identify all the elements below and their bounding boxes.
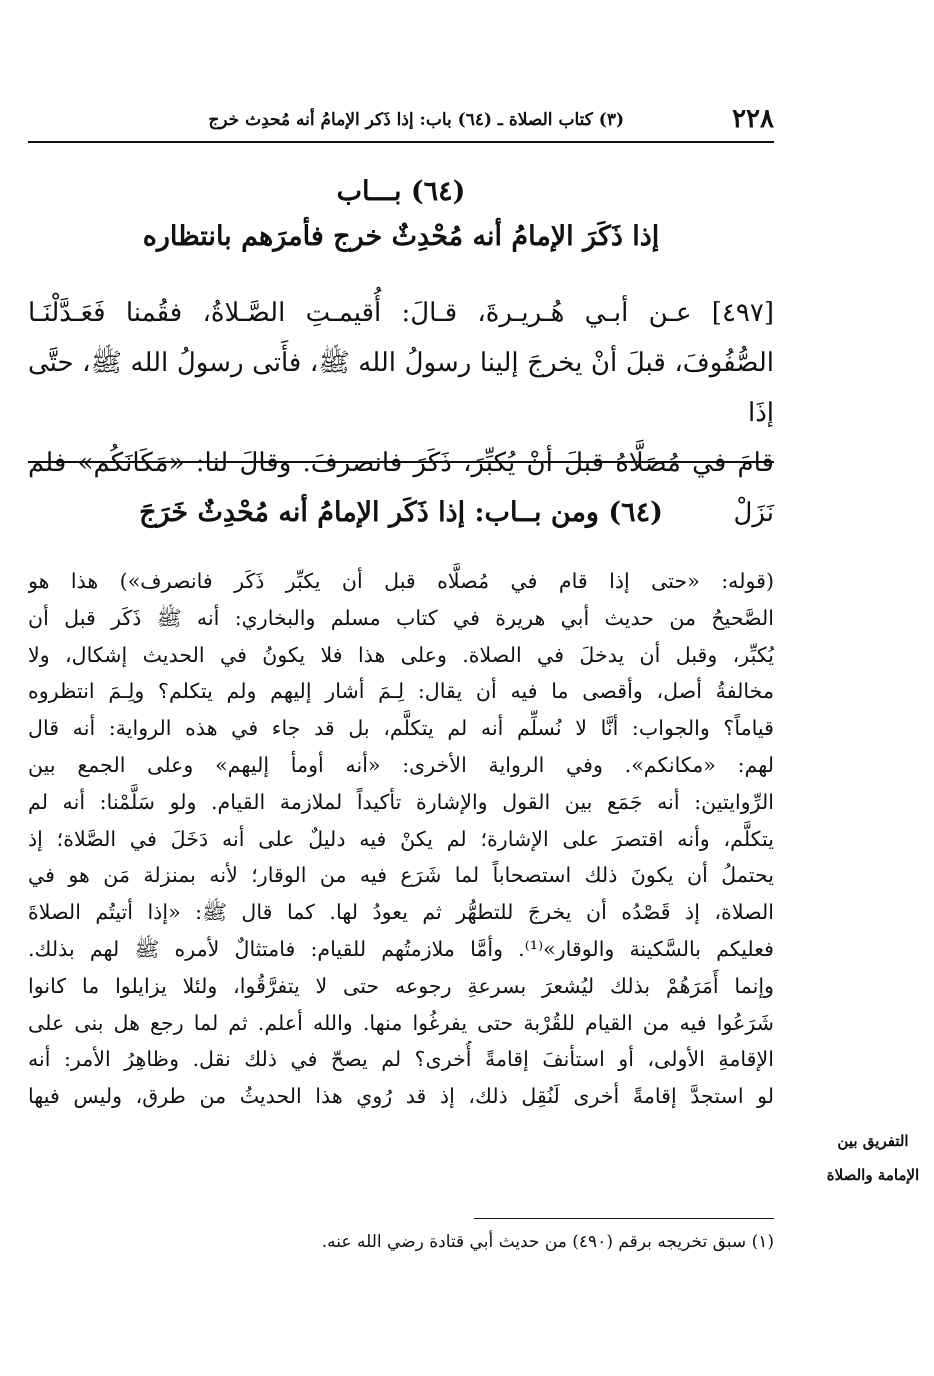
commentary-line: (قوله: «حتى إذا قام في مُصلَّاه قبل أن يكبِّر ذَكَر فانصرف») هذا هو — [28, 569, 774, 593]
chapter-number: (٦٤) بـــاب — [336, 176, 466, 207]
commentary-line: يحتملُ أن يكونَ ذلك استصحاباً لما شَرَع فيه من الوقار؛ لأنه بمنزلة مَن هو في — [28, 863, 774, 888]
commentary-line: يتكلَّم، وأنه اقتصرَ على الإشارة؛ لم يكنْ فيه دليلٌ على أنه دَخَلَ في الصَّلاة؛ إذ — [28, 826, 774, 851]
page-number: ٢٢٨ — [732, 104, 774, 134]
commentary-line: الصلاة، إذ قَصْدُه أن يخرجَ للتطهُّر ثم يعودُ لها. كما قال ﷺ: «إذا أتيتُم الصلاةَ — [28, 900, 774, 925]
commentary-line: يُكبِّر، وقبل أن يدخلَ في الصلاة. وعلى هذا فلا يكونُ في الحديث إشكال، ولا — [28, 642, 774, 667]
commentary-line: مخالفةُ أصل، وأقصى ما فيه أن يقال: لِـمَ أشار إليهم ولم يتكلم؟ ولِـمَ انتظروه — [28, 679, 774, 704]
footnote-rule — [474, 1218, 774, 1219]
commentary-line: لو استجدَّ إقامةً أخرى لَنُقِل ذلك، إذ قد رُوي هذا الحديثُ من طرق، وليس فيها — [28, 1084, 774, 1109]
commentary-line: وإنما أَمَرَهُمْ بذلك ليُشعرَ بسرعةِ رجوعه حتى لا يتفرَّقُوا، ولئلا يزايلوا ما كانوا — [28, 973, 774, 998]
commentary-line: لهم: «مكانكم». وفي الرواية الأخرى: «أنه أومأ إليهم» وعلى الجمع بين — [28, 752, 774, 777]
commentary-line: فعليكم بالسَّكينة والوقار»⁽¹⁾. وأمَّا ملازمتُهم للقيام: فامتثالٌ لأمره ﷺ لهم بذلك. — [28, 936, 774, 961]
margin-note-line: الإمامة والصلاة — [826, 1166, 920, 1184]
commentary-line: الإقامةِ الأولى، أو استأنفَ إقامةً أُخرى؟ لم يصحّ في ذلك نقل. وظاهِرُ الأمر: أنه — [28, 1047, 774, 1072]
hadith-line: قامَ في مُصَلَّاهُ قبلَ أنْ يُكبِّرَ، ذَكَرَ فانصرفَ. وقالَ لنا: «مَكَانَكُم» فلم نَزَلْ — [28, 448, 774, 528]
chapter-title: إذا ذَكَرَ الإمامُ أنه مُحْدِثٌ خرج فأمرَهم بانتظاره — [142, 221, 660, 252]
header-rule — [28, 141, 774, 143]
running-title: (٣) كتاب الصلاة ـ (٦٤) باب: إذا ذَكر الإمامُ أنه مُحدِث خرج — [208, 110, 624, 130]
margin-note — [818, 1124, 928, 1192]
commentary-text — [28, 563, 774, 1115]
margin-note-line: التفريق بين — [837, 1132, 909, 1150]
commentary-line: الصَّحيحُ من حديث أبي هريرة في كتاب مسلم والبخاري: أنه ﷺ ذَكَر قبل أن — [28, 605, 774, 630]
footnote: (١) سبق تخريجه برقم (٤٩٠) من حديث أبي قتادة رضي الله عنه. — [321, 1232, 774, 1252]
page-header — [28, 104, 774, 140]
commentary-title: (٦٤) ومن بــاب: إذا ذَكَر الإمامُ أنه مُحْدِثٌ خَرَجَ — [139, 497, 663, 528]
hadith-line: الصُّفُوفَ، قبلَ أنْ يخرجَ إلينا رسولُ الله ﷺ، فأَتى رسولُ الله ﷺ، حتَّى إذَا — [28, 348, 774, 428]
commentary-line: شَرَعُوا فيه من القيام للقُرْبة حتى يفرغُوا منها. والله أعلم. ثم لما رجع هل بنى على — [28, 1010, 774, 1035]
commentary-line: الرِّوايتين: أنه جَمَع بين القول والإشارة تأكيداً لملازمة القيام. ولو سَلَّمْنا: أنه لم — [28, 789, 774, 814]
section-divider — [28, 461, 774, 463]
commentary-line: قياماً؟ والجواب: أنَّا لا نُسلِّم أنه لم يتكلَّم، بل قد جاء في هذه الرواية: أنه قال — [28, 716, 774, 741]
hadith-line: [٤٩٧] عـن أبـي هُـريـرةَ، قـالَ: أُقيمـتِ الصَّـلاةُ، فقُمنا فَعَـدَّلْنَـا — [28, 298, 774, 328]
